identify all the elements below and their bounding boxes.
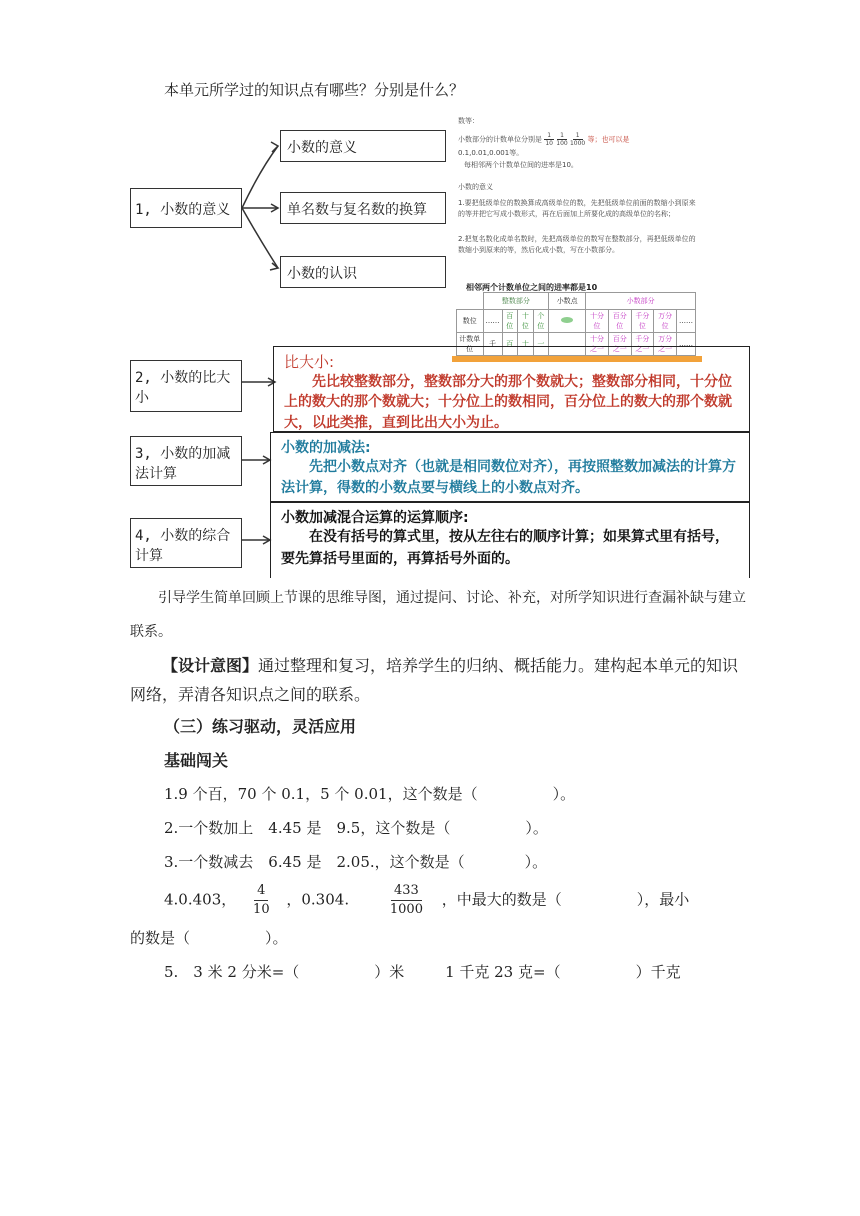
intro-question: 本单元所学过的知识点有哪些？分别是什么？ bbox=[164, 81, 465, 99]
compare-panel-title: 比大小: bbox=[284, 353, 335, 371]
question-4-fraction-2: $\frac{433}{1000}$ bbox=[389, 883, 423, 918]
unit-table-cell: 十 bbox=[518, 333, 534, 356]
question-4 bbox=[164, 882, 689, 919]
compare-panel bbox=[273, 346, 750, 432]
notes-frac-1: $\frac{1}{10}$ bbox=[545, 132, 553, 147]
unit-table-cell: 十位 bbox=[518, 310, 534, 333]
question-4-line-2: 的数是（ ）。 bbox=[130, 929, 288, 947]
unit-table-cell: …… bbox=[676, 333, 695, 356]
unit-table-cell: 十分位 bbox=[586, 310, 609, 333]
basic-title: 基础闯关 bbox=[164, 751, 229, 770]
notes-line2-tail: 等；也可以是 bbox=[587, 135, 630, 144]
notes-line3: 0.1,0.01,0.001等。 bbox=[458, 149, 524, 157]
unit-table-row-label-units: 计数单位 bbox=[457, 333, 484, 356]
notes-line4: 每相邻两个计数单位间的进率是10。 bbox=[464, 161, 578, 169]
mixed-panel-title: 小数加减混合运算的运算顺序: bbox=[281, 510, 469, 526]
design-intent-text: 通过整理和复习，培养学生的归纳、概括能力。建构起本单元的知识网络，弄清各知识点之间的联系。 bbox=[130, 656, 739, 704]
question-5-part-b: 1 千克 23 克=（ ）千克 bbox=[445, 963, 681, 981]
unit-table-cell: …… bbox=[676, 310, 695, 333]
notes-line2-text: 小数部分的计数单位分别是 bbox=[458, 135, 542, 144]
notes-section-title: 小数的意义 bbox=[458, 183, 493, 191]
unit-table-header-dec: 小数部分 bbox=[586, 293, 696, 310]
addsub-panel-body: 先把小数点对齐（也就是相同数位对齐），再按照整数加减法的计算方法计算，得数的小数点要与横线上的小数点对齐。 bbox=[281, 459, 736, 496]
question-1: 1.9 个百，70 个 0.1，5 个 0.01，这个数是（ ）。 bbox=[164, 785, 576, 803]
unit-table-header-point: 小数点 bbox=[549, 293, 586, 310]
unit-table-cell: 万分位 bbox=[654, 310, 677, 333]
notes-line2 bbox=[458, 132, 630, 147]
mindmap-node-addsub: 3, 小数的加减法计算 bbox=[130, 436, 242, 486]
unit-table-point-cell bbox=[549, 310, 586, 333]
mixed-panel bbox=[270, 502, 750, 578]
unit-table-row-label-places: 数位 bbox=[457, 310, 484, 333]
unit-table-cell: 万分之一 bbox=[654, 333, 677, 356]
notes-frac-3: $\frac{1}{1000}$ bbox=[569, 132, 586, 147]
mindmap-root-node: 1, 小数的意义 bbox=[130, 188, 242, 228]
question-5 bbox=[164, 962, 681, 983]
unit-table-cell: 百 bbox=[502, 333, 518, 356]
notes-image bbox=[452, 112, 702, 282]
question-4-fraction-1: $\frac{4}{10}$ bbox=[253, 883, 270, 918]
question-5-part-a: 5. 3 米 2 分米=（ ）米 bbox=[164, 963, 405, 981]
unit-table-cell: 千分之一 bbox=[631, 333, 654, 356]
question-4-part-c: ，中最大的数是（ ），最小 bbox=[441, 890, 690, 909]
design-intent-label: 【设计意图】 bbox=[162, 656, 259, 675]
guide-paragraph: 引导学生简单回顾上节课的思维导图，通过提问、讨论、补充，对所学知识进行查漏补缺与建立联系。 bbox=[130, 590, 746, 640]
addsub-panel-title: 小数的加减法: bbox=[281, 440, 371, 456]
mindmap-node-mixed: 4, 小数的综合计算 bbox=[130, 518, 242, 568]
unit-table-cell: 十分之一 bbox=[586, 333, 609, 356]
notes-paragraph-2: 2.把复名数化成单名数时，先把高级单位的数写在整数部分，再把低级单位的数缩小到原来的等，然后化成小数，写在小数部分。 bbox=[458, 235, 696, 254]
question-4-part-b: ，0.304. bbox=[286, 890, 350, 909]
unit-table-cell: 百分之一 bbox=[608, 333, 631, 356]
notes-line1: 数等： bbox=[458, 117, 479, 125]
mindmap-child-meaning: 小数的意义 bbox=[280, 130, 446, 162]
question-3: 3.一个数减去 6.45 是 2.05.，这个数是（ ）。 bbox=[164, 853, 548, 871]
mixed-panel-body: 在没有括号的算式里，按从左往右的顺序计算；如果算式里有括号，要先算括号里面的，再算括号外面的。 bbox=[281, 529, 729, 567]
unit-table-cell: …… bbox=[483, 310, 502, 333]
design-intent-paragraph bbox=[130, 652, 750, 710]
unit-table-header-int: 整数部分 bbox=[483, 293, 549, 310]
unit-table-cell: 一 bbox=[533, 333, 549, 356]
addsub-panel bbox=[270, 432, 750, 502]
unit-table-cell: 个位 bbox=[533, 310, 549, 333]
compare-panel-body: 先比较整数部分，整数部分大的那个数就大；整数部分相同，十分位上的数大的那个数就大；十分位上的数相同，百分位上的数大的那个数就大，以此类推，直到比出大小为止。 bbox=[284, 374, 732, 431]
mindmap-figure bbox=[130, 110, 750, 580]
notes-frac-2: $\frac{1}{100}$ bbox=[556, 132, 568, 147]
unit-table-cell: 千 bbox=[483, 333, 502, 356]
question-2: 2.一个数加上 4.45 是 9.5，这个数是（ ）。 bbox=[164, 819, 548, 837]
section-title: （三）练习驱动，灵活应用 bbox=[164, 717, 357, 736]
mindmap-node-compare: 2, 小数的比大小 bbox=[130, 360, 242, 412]
mindmap-child-conversion: 单名数与复名数的换算 bbox=[280, 192, 446, 224]
mindmap-child-recognition: 小数的认识 bbox=[280, 256, 446, 288]
question-4-part-a: 4.0.403， bbox=[164, 890, 237, 909]
unit-table-cell: 千分位 bbox=[631, 310, 654, 333]
unit-table-cell: 百分位 bbox=[608, 310, 631, 333]
notes-paragraph-1: 1.要把低级单位的数换算成高级单位的数，先把低级单位前面的数缩小到原来的等并把它写成小数形式，再在后面加上所要化成的高级单位的名称； bbox=[458, 199, 696, 218]
unit-table-title: 相邻两个计数单位之间的进率都是10 bbox=[466, 283, 598, 292]
unit-table-cell: 百位 bbox=[502, 310, 518, 333]
